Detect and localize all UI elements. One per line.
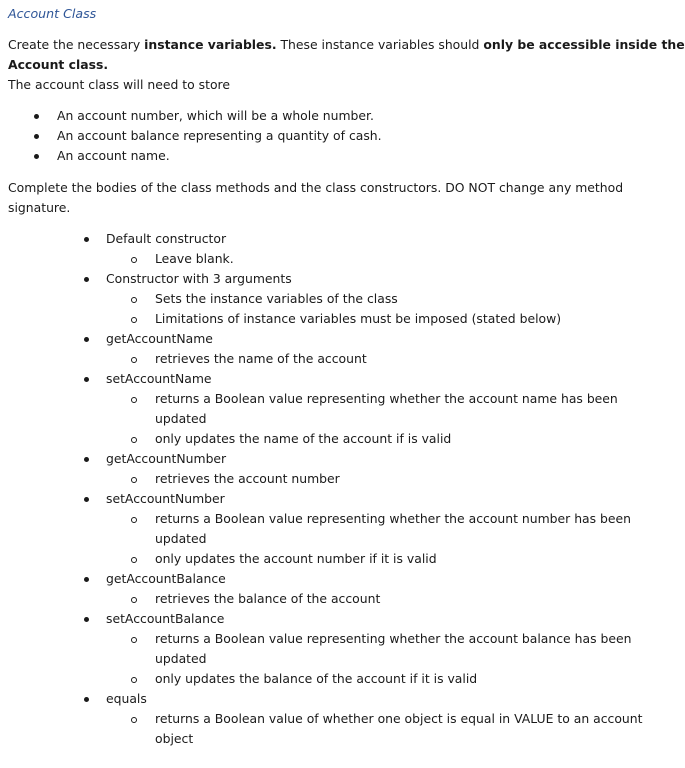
bullet-icon bbox=[84, 457, 89, 462]
method-detail: retrieves the account number bbox=[155, 471, 340, 486]
intro-text-2: These instance variables should bbox=[276, 37, 484, 52]
bullet-icon bbox=[84, 377, 89, 382]
method-item: setAccountName bbox=[106, 371, 212, 386]
bullet-icon bbox=[84, 497, 89, 502]
method-item: setAccountNumber bbox=[106, 491, 225, 506]
method-detail: Leave blank. bbox=[155, 251, 234, 266]
method-detail: Sets the instance variables of the class bbox=[155, 291, 398, 306]
intro-line-2 bbox=[8, 55, 108, 75]
method-item: setAccountBalance bbox=[106, 611, 225, 626]
sub-bullet-icon bbox=[131, 437, 137, 443]
sub-bullet-icon bbox=[131, 597, 137, 603]
sub-bullet-icon bbox=[131, 317, 137, 323]
sub-bullet-icon bbox=[131, 637, 137, 643]
section-heading: Account Class bbox=[8, 6, 97, 21]
method-detail: returns a Boolean value representing whether the account name has been bbox=[155, 391, 618, 406]
intro-line-3: The account class will need to store bbox=[8, 77, 231, 92]
complete-line-2: signature. bbox=[8, 200, 71, 215]
intro-text-1: Create the necessary bbox=[8, 37, 145, 52]
sub-bullet-icon bbox=[131, 297, 137, 303]
method-item: getAccountName bbox=[106, 331, 213, 346]
method-detail: retrieves the name of the account bbox=[155, 351, 367, 366]
bullet-icon bbox=[84, 577, 89, 582]
method-item: getAccountNumber bbox=[106, 451, 227, 466]
method-detail: only updates the balance of the account if it is valid bbox=[155, 671, 478, 686]
intro-bold-3: Account class. bbox=[8, 57, 109, 72]
sub-bullet-icon bbox=[131, 397, 137, 403]
method-detail: returns a Boolean value representing whether the account number has been bbox=[155, 511, 632, 526]
intro-bold-1: instance variables. bbox=[144, 37, 277, 52]
method-detail-continued: updated bbox=[155, 651, 207, 666]
sub-bullet-icon bbox=[131, 717, 137, 723]
sub-bullet-icon bbox=[131, 257, 137, 263]
bullet-icon bbox=[34, 114, 39, 119]
method-detail: only updates the account number if it is valid bbox=[155, 551, 437, 566]
method-detail-continued: updated bbox=[155, 531, 207, 546]
method-detail: Limitations of instance variables must be imposed (stated below) bbox=[155, 311, 562, 326]
bullet-icon bbox=[84, 277, 89, 282]
method-detail: only updates the name of the account if is valid bbox=[155, 431, 452, 446]
intro-bold-2: only be accessible inside the bbox=[483, 37, 685, 52]
sub-bullet-icon bbox=[131, 477, 137, 483]
sub-bullet-icon bbox=[131, 517, 137, 523]
method-detail-continued: object bbox=[155, 731, 194, 746]
bullet-icon bbox=[84, 697, 89, 702]
store-item-2: An account balance representing a quantity of cash. bbox=[57, 128, 382, 143]
sub-bullet-icon bbox=[131, 677, 137, 683]
method-detail: returns a Boolean value of whether one object is equal in VALUE to an account bbox=[155, 711, 643, 726]
store-item-1: An account number, which will be a whole number. bbox=[57, 108, 374, 123]
bullet-icon bbox=[34, 154, 39, 159]
bullet-icon bbox=[84, 337, 89, 342]
sub-bullet-icon bbox=[131, 557, 137, 563]
method-detail-continued: updated bbox=[155, 411, 207, 426]
sub-bullet-icon bbox=[131, 357, 137, 363]
complete-line-1: Complete the bodies of the class methods and the class constructors. DO NOT change any method bbox=[8, 180, 624, 195]
bullet-icon bbox=[34, 134, 39, 139]
method-detail: returns a Boolean value representing whether the account balance has been bbox=[155, 631, 632, 646]
method-detail: retrieves the balance of the account bbox=[155, 591, 381, 606]
method-item: getAccountBalance bbox=[106, 571, 226, 586]
store-item-3: An account name. bbox=[57, 148, 170, 163]
bullet-icon bbox=[84, 617, 89, 622]
method-item: equals bbox=[106, 691, 147, 706]
bullet-icon bbox=[84, 237, 89, 242]
method-item: Constructor with 3 arguments bbox=[106, 271, 292, 286]
intro-line-1 bbox=[8, 35, 685, 55]
method-item: Default constructor bbox=[106, 231, 227, 246]
